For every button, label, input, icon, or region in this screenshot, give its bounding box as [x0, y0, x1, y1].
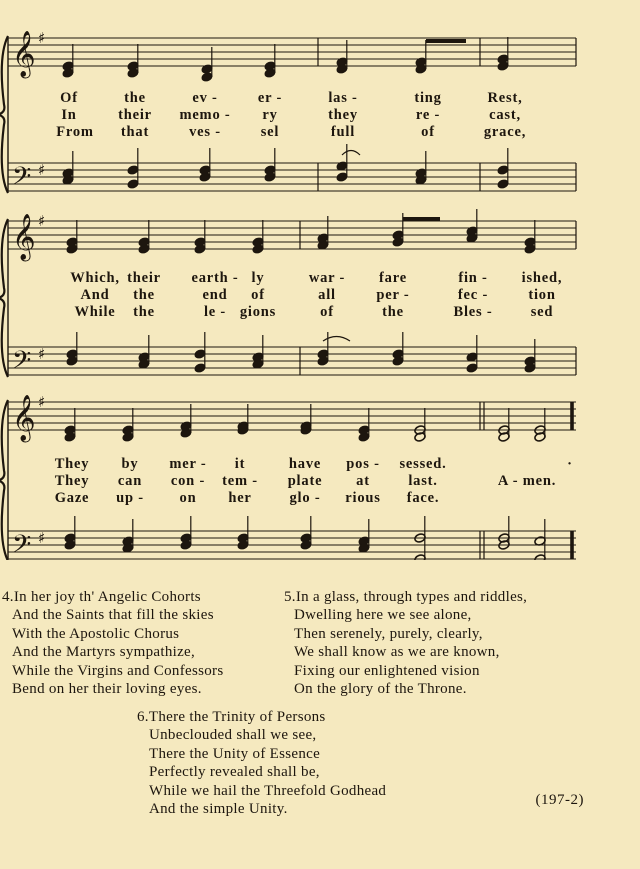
lyric-syllable: full	[330, 124, 356, 140]
lyric-syllable: plate	[287, 473, 323, 489]
lyric-syllable: Rest,	[487, 90, 523, 106]
lyric-syllable: of	[320, 304, 334, 320]
lyric-syllable: ly	[251, 270, 265, 286]
lyric-syllable: ry	[262, 107, 278, 123]
lyric-syllable: sessed.	[399, 456, 447, 472]
lyric-syllable: A - men.	[497, 473, 557, 489]
lyric-syllable: her	[228, 490, 252, 506]
lyric-syllable: ting	[414, 90, 442, 106]
lyric-line	[0, 90, 640, 108]
lyric-syllable: They	[54, 456, 90, 472]
lyric-line	[0, 304, 640, 322]
lyric-syllable: And	[80, 287, 110, 303]
lyric-line	[0, 124, 640, 142]
verse-line: And the simple Unity.	[149, 801, 288, 818]
key-signature-sharp: ♯	[38, 161, 46, 179]
lyric-syllable: sel	[260, 124, 280, 140]
lyric-syllable: con -	[170, 473, 206, 489]
lyric-syllable: can	[117, 473, 143, 489]
lyric-syllable: ished,	[521, 270, 563, 286]
verse-line: Then serenely, purely, clearly,	[294, 625, 483, 642]
lyric-syllable: they	[328, 107, 358, 123]
lyric-syllable: ·	[567, 456, 573, 472]
lyric-syllable: the	[124, 90, 146, 106]
verse-line: While we hail the Threefold Godhead	[149, 782, 387, 799]
lyric-syllable: They	[54, 473, 90, 489]
lyric-syllable: ves -	[189, 124, 221, 140]
lyric-syllable: fec -	[457, 287, 489, 303]
page-number: (197-2)	[535, 792, 584, 808]
lyric-line	[0, 456, 640, 474]
lyric-syllable: le -	[203, 304, 227, 320]
lyric-syllable: their	[127, 270, 161, 286]
lyric-syllable: Which,	[70, 270, 120, 286]
verse-line: While the Virgins and Confessors	[12, 662, 224, 679]
verse-5	[284, 588, 527, 698]
lyric-syllable: end	[202, 287, 228, 303]
lyric-syllable: war -	[308, 270, 346, 286]
lyric-syllable: pos -	[346, 456, 380, 472]
treble-clef: 𝄞	[12, 214, 36, 260]
lyric-syllable: the	[382, 304, 404, 320]
verse-line: Dwelling here we see alone,	[294, 607, 472, 624]
lyric-syllable: the	[133, 287, 155, 303]
lyric-line	[0, 287, 640, 305]
lyric-syllable: up -	[116, 490, 144, 506]
verse-6	[137, 708, 386, 818]
verse-line: On the glory of the Throne.	[294, 681, 467, 698]
key-signature-sharp: ♯	[38, 529, 46, 547]
verse-line: And the Saints that fill the skies	[12, 607, 214, 624]
lyric-syllable: tem -	[222, 473, 258, 489]
lyric-syllable: mer -	[169, 456, 207, 472]
lyric-syllable: Bles -	[453, 304, 493, 320]
lyric-syllable: grace,	[483, 124, 527, 140]
bass-clef: 𝄢	[12, 162, 32, 197]
verse-line: There the Unity of Essence	[149, 745, 321, 762]
verse-line: We shall know as we are known,	[294, 644, 500, 661]
lyric-syllable: last.	[408, 473, 438, 489]
verse-line: 6.There the Trinity of Persons	[137, 709, 326, 725]
lyric-syllable: it	[234, 456, 246, 472]
lyric-syllable: ev -	[192, 90, 218, 106]
treble-clef: 𝄞	[12, 395, 36, 441]
lyric-line	[0, 473, 640, 491]
lyric-syllable: by	[121, 456, 139, 472]
lyric-syllable: cast,	[489, 107, 521, 123]
lyric-syllable: rious	[345, 490, 381, 506]
lyric-syllable: that	[120, 124, 150, 140]
verse-line: 4.In her joy th' Angelic Cohorts	[2, 589, 201, 605]
lyric-syllable: glo -	[289, 490, 321, 506]
lyric-line	[0, 490, 640, 508]
lyric-syllable: er -	[257, 90, 283, 106]
key-signature-sharp: ♯	[38, 212, 46, 230]
lyric-syllable: fare	[379, 270, 407, 286]
key-signature-sharp: ♯	[38, 29, 46, 47]
lyric-syllable: In	[61, 107, 77, 123]
slur	[323, 337, 350, 342]
lyric-syllable: re -	[415, 107, 441, 123]
lyric-syllable: memo -	[179, 107, 231, 123]
bass-clef: 𝄢	[12, 530, 32, 560]
lyric-syllable: their	[118, 107, 152, 123]
verse-line: And the Martyrs sympathize,	[12, 644, 196, 661]
verse-line: Fixing our enlightened vision	[294, 662, 480, 679]
verse-line: 5.In a glass, through types and riddles,	[284, 589, 528, 605]
lyric-syllable: sed	[530, 304, 554, 320]
treble-clef: 𝄞	[12, 31, 36, 77]
key-signature-sharp: ♯	[38, 393, 46, 411]
lyric-line	[0, 107, 640, 125]
lyric-syllable: earth -	[191, 270, 239, 286]
lyric-syllable: tion	[528, 287, 556, 303]
lyric-syllable: on	[179, 490, 197, 506]
lyric-syllable: the	[133, 304, 155, 320]
verse-line: Unbeclouded shall we see,	[149, 727, 317, 744]
key-signature-sharp: ♯	[38, 345, 46, 363]
lyric-syllable: all	[318, 287, 336, 303]
lyric-line	[0, 270, 640, 288]
bass-clef: 𝄢	[12, 346, 32, 381]
lyric-syllable: fin -	[458, 270, 488, 286]
lyric-syllable: at	[356, 473, 370, 489]
lyric-syllable: of	[421, 124, 435, 140]
verse-4	[2, 588, 223, 698]
slur	[342, 151, 360, 156]
lyric-syllable: gions	[239, 304, 277, 320]
verse-line: With the Apostolic Chorus	[12, 625, 180, 642]
verse-line: Bend on her their loving eyes.	[12, 681, 202, 698]
lyric-syllable: face.	[406, 490, 440, 506]
lyric-syllable: las -	[328, 90, 358, 106]
lyric-syllable: From	[56, 124, 94, 140]
lyric-syllable: Gaze	[54, 490, 90, 506]
lyric-syllable: have	[288, 456, 322, 472]
lyric-syllable: of	[251, 287, 265, 303]
lyric-syllable: Of	[60, 90, 78, 106]
lyric-syllable: per -	[376, 287, 410, 303]
verse-line: Perfectly revealed shall be,	[149, 764, 320, 781]
lyric-syllable: While	[74, 304, 116, 320]
